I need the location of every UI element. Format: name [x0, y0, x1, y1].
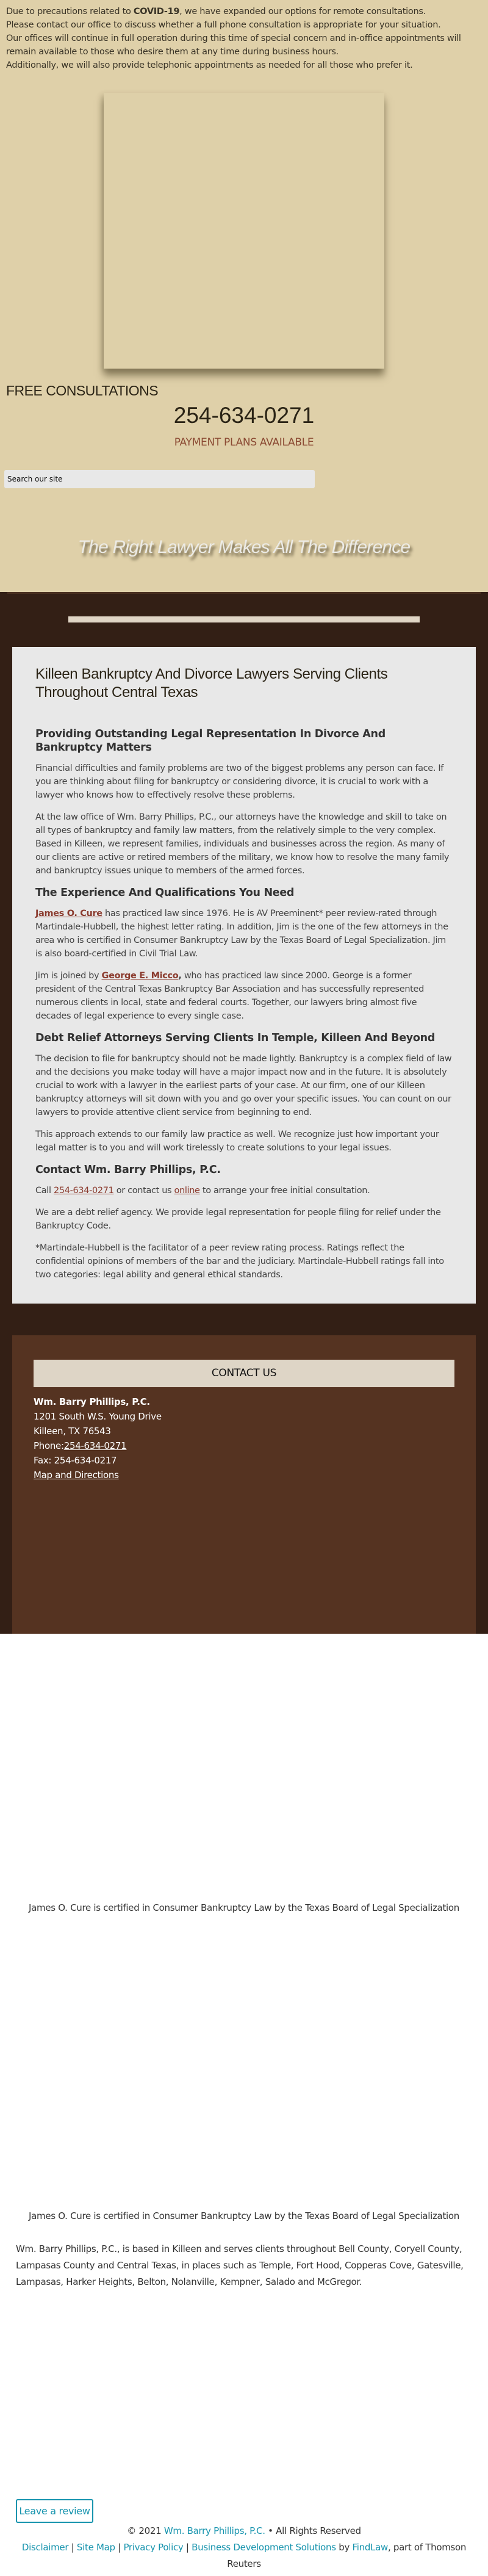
payment-plans-label: PAYMENT PLANS AVAILABLE — [174, 436, 314, 449]
notice-line: Additionally, we will also provide telephonic appointments as needed for all those who prefer it. — [6, 60, 413, 70]
search-input[interactable] — [4, 470, 315, 488]
paragraph: We are a debt relief agency. We provide legal representation for people filing for relief under the Bankruptcy Code. — [35, 1208, 441, 1231]
notice-covid-bold: COVID-19 — [133, 7, 180, 16]
paragraph — [35, 907, 453, 961]
notice-line: Please contact our office to discuss whether a full phone consultation is appropriate for your situation. — [6, 20, 441, 30]
footnote: *Martindale-Hubbell is the facilitator of a peer review rating process. Ratings reflect the confidential opinions of members of the bar and the judiciary. Martindale-Hubbell ratings fall into two categories: legal ability and general ethical standards. — [35, 1243, 444, 1280]
phone-line — [34, 1438, 454, 1453]
paragraph-text: to arrange your free initial consultation. — [199, 1186, 370, 1196]
notice-line: Our offices will continue in full operation during this time of special concern and in-office appointments will remain available to those who desire them at any time during business hours. — [6, 34, 461, 57]
george-micco-link[interactable]: George E. Micco — [101, 971, 179, 981]
contact-us-heading: CONTACT US — [34, 1360, 454, 1387]
privacy-policy-link[interactable]: Privacy Policy — [123, 2542, 184, 2553]
separator: | — [115, 2542, 124, 2553]
free-consultations-label: FREE CONSULTATIONS — [6, 383, 159, 399]
logo-image-placeholder[interactable] — [104, 93, 384, 369]
firm-name: Wm. Barry Phillips, P.C. — [34, 1396, 150, 1407]
site-map-link[interactable]: Site Map — [76, 2542, 115, 2553]
rights-text: • All Rights Reserved — [265, 2525, 361, 2536]
contact-phone-link[interactable]: 254-634-0271 — [63, 1440, 127, 1451]
nav-bar-placeholder[interactable] — [68, 616, 420, 622]
section-heading: Contact Wm. Barry Phillips, P.C. — [35, 1164, 221, 1176]
paragraph: The decision to file for bankruptcy should not be made lightly. Bankruptcy is a complex field of law and the decisions you make today will have a major impact now and in the future. It is absolutely crucial to work with a lawyer in the earliest parts of your case. At our firm, one of our Killeen bankruptcy attorneys will sit down with you and go over your specific issues. You can count on our lawyers to provide attentive client service from beginning to end. — [35, 1054, 452, 1117]
paragraph: At the law office of Wm. Barry Phillips, P.C., our attorneys have the knowledge and skill to take on all types of bankruptcy and family law matters, from the relatively simple to the very complex. Based in Killeen, we represent families, individuals and businesses across the region. As many of our clients are active or retired members of the military, we know how to resolve the many family and bankruptcy issues unique to members of the armed forces. — [35, 812, 450, 876]
findlaw-link[interactable]: FindLaw — [352, 2542, 388, 2553]
phone-link[interactable]: 254-634-0271 — [53, 1186, 114, 1196]
map-line — [34, 1468, 454, 1482]
paragraph — [35, 1184, 453, 1197]
thomson-reuters-text: , part of Thomson Reuters — [227, 2542, 467, 2569]
content-section — [0, 592, 488, 1634]
service-area-text: Wm. Barry Phillips, P.C., is based in Killeen and serves clients throughout Bell County, Coryell County, Lampasas County and Central Texas, in places such as Temple, Fort Hood, Copperas Cove, Gatesville, Lampasas, Harker Heights, Belton, Nolanville, Kempner, Salado and McGregor. — [16, 2243, 464, 2287]
header-phone-number[interactable]: 254-634-0271 — [173, 403, 315, 428]
by-text: by — [336, 2542, 353, 2553]
james-cure-link[interactable]: James O. Cure — [35, 909, 102, 918]
online-contact-link[interactable]: online — [174, 1186, 200, 1196]
main-content-card — [12, 647, 476, 1304]
certification-text: James O. Cure is certified in Consumer Bankruptcy Law by the Texas Board of Legal Specialization — [29, 1902, 459, 1913]
section-heading: Debt Relief Attorneys Serving Clients In Temple, Killeen And Beyond — [35, 1032, 436, 1044]
comma: , — [178, 971, 182, 981]
tagline: The Right Lawyer Makes All The Difference — [77, 537, 411, 557]
paragraph — [35, 969, 453, 1023]
page-title: Killeen Bankruptcy And Divorce Lawyers Serving Clients Throughout Central Texas — [35, 666, 388, 701]
paragraph-text: who has practiced law since 2000. George is a former president of the Central Texas Bankruptcy Bar Association and has successfully represented numerous clients in local, state and federal courts. Together, our lawyers bring almost five decades of legal experience to every single case. — [35, 971, 424, 1021]
fax-line: Fax: 254-634-0217 — [34, 1455, 117, 1466]
footer-links — [12, 2539, 476, 2572]
leave-review-button[interactable]: Leave a review — [16, 2499, 93, 2523]
paragraph: This approach extends to our family law practice as well. We recognize just how important your legal matter is to you and will work tirelessly to create solutions to your legal issues. — [35, 1130, 439, 1153]
paragraph-text: or contact us — [113, 1186, 174, 1196]
contact-panel — [12, 1335, 476, 1634]
business-development-link[interactable]: Business Development Solutions — [192, 2542, 336, 2553]
notice-text: , we have expanded our options for remote consultations. — [179, 7, 426, 16]
header-section — [0, 0, 488, 592]
notice-text: Due to precautions related to — [6, 7, 134, 16]
paragraph-text: Call — [35, 1186, 54, 1196]
copyright-text: © 2021 — [127, 2525, 164, 2536]
paragraph: Financial difficulties and family problems are two of the biggest problems any person can face. If you are thinking about filing for bankruptcy or considering divorce, it is crucial to work with a lawyer who knows how to effectively resolve these problems. — [35, 763, 444, 800]
section-heading: The Experience And Qualifications You Need — [35, 887, 295, 899]
separator: | — [183, 2542, 192, 2553]
paragraph-text: has practiced law since 1976. He is AV Preeminent* peer review-rated through Martindale-Hubbell, the highest letter rating. In addition, Jim is the one of the few attorneys in the area who is certified in Consumer Bankruptcy Law by the Texas Board of Legal Specialization. Jim is also board-certified in Civil Trial Law. — [35, 909, 448, 959]
disclaimer-link[interactable]: Disclaimer — [21, 2542, 69, 2553]
paragraph-text: Jim is joined by — [35, 971, 102, 981]
separator: | — [68, 2542, 77, 2553]
firm-home-link[interactable]: Wm. Barry Phillips, P.C. — [163, 2525, 265, 2536]
copyright-line — [12, 2523, 476, 2539]
address-line-2: Killeen, TX 76543 — [34, 1426, 111, 1437]
map-directions-link[interactable]: Map and Directions — [34, 1470, 119, 1481]
footer-section — [0, 1634, 488, 2576]
address-line-1: 1201 South W.S. Young Drive — [34, 1411, 162, 1422]
phone-label: Phone: — [34, 1440, 64, 1451]
section-heading: Providing Outstanding Legal Representation In Divorce And Bankruptcy Matters — [35, 728, 386, 754]
certification-text: James O. Cure is certified in Consumer Bankruptcy Law by the Texas Board of Legal Specialization — [29, 2210, 459, 2221]
covid-notice — [6, 5, 488, 72]
